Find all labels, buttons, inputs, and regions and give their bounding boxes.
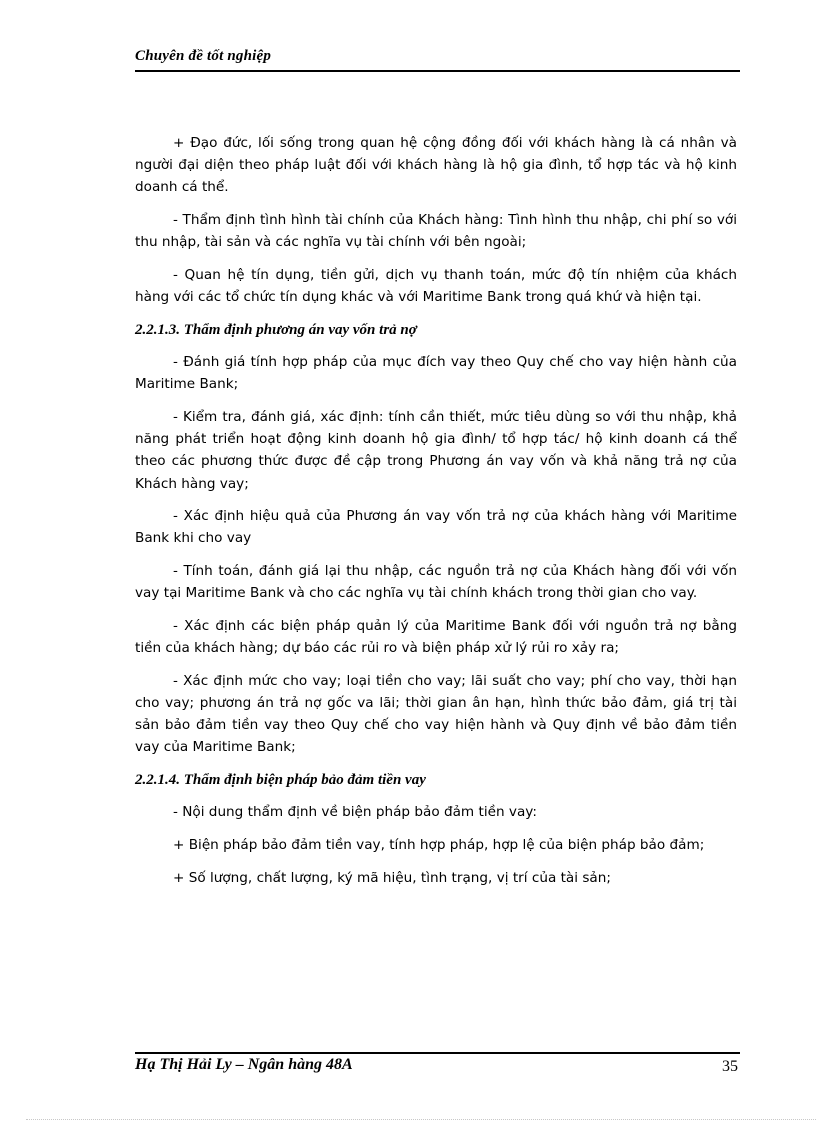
- paragraph: - Thẩm định tình hình tài chính của Khách hàng: Tình hình thu nhập, chi phí so với thu nhập, tài sản và các nghĩa vụ tài chính với bên ngoài;: [135, 212, 737, 251]
- section-heading: 2.2.1.3. Thẩm định phương án vay vốn trả nợ: [135, 321, 417, 338]
- paragraph: - Quan hệ tín dụng, tiền gửi, dịch vụ thanh toán, mức độ tín nhiệm của khách hàng với các tổ chức tín dụng khác và với Maritime Bank trong quá khứ và hiện tại.: [135, 266, 737, 305]
- paragraph: - Xác định mức cho vay; loại tiền cho vay; lãi suất cho vay; phí cho vay, thời hạn cho vay; phương án trả nợ gốc va lãi; thời gian ân hạn, hình thức bảo đảm, giá trị tài sản bảo đảm tiền vay theo Quy chế cho vay hiện hành và Quy định về bảo đảm tiền vay của Maritime Bank;: [135, 672, 737, 756]
- paragraph: + Biện pháp bảo đảm tiền vay, tính hợp pháp, hợp lệ của biện pháp bảo đảm;: [173, 836, 705, 853]
- paragraph: - Xác định hiệu quả của Phương án vay vốn trả nợ của khách hàng với Maritime Bank khi cho vay: [135, 508, 737, 547]
- page-number: 35: [722, 1058, 738, 1075]
- page-edge: [26, 1119, 816, 1120]
- footer-author: Hạ Thị Hải Ly – Ngân hàng 48A: [135, 1056, 353, 1073]
- header-title: Chuyên đề tốt nghiệp: [135, 48, 272, 64]
- paragraph: - Kiểm tra, đánh giá, xác định: tính cần thiết, mức tiêu dùng so với thu nhập, khả năng phát triển hoạt động kinh doanh hộ gia đình/ tổ hợp tác/ hộ kinh doanh cá thể theo các phương thức được đề cập trong Phương án vay vốn và khả năng trả nợ của Khách hàng vay;: [135, 408, 737, 492]
- paragraph: - Nội dung thẩm định về biện pháp bảo đảm tiền vay:: [173, 804, 537, 821]
- paragraph: - Xác định các biện pháp quản lý của Maritime Bank đối với nguồn trả nợ bằng tiền của khách hàng; dự báo các rủi ro và biện pháp xử lý rủi ro xảy ra;: [135, 617, 737, 656]
- footer-rule: [135, 1052, 740, 1054]
- paragraph: + Đạo đức, lối sống trong quan hệ cộng đồng đối với khách hàng là cá nhân và người đại diện theo pháp luật đối với khách hàng là hộ gia đình, tổ hợp tác và hộ kinh doanh cá thể.: [135, 135, 737, 196]
- header-rule: [135, 70, 740, 72]
- paragraph: - Đánh giá tính hợp pháp của mục đích vay theo Quy chế cho vay hiện hành của Maritime Bank;: [135, 354, 737, 393]
- document-body: [135, 132, 737, 899]
- section-heading: 2.2.1.4. Thẩm định biện pháp bảo đảm tiền vay: [135, 771, 426, 788]
- paragraph: - Tính toán, đánh giá lại thu nhập, các nguồn trả nợ của Khách hàng đối với vốn vay tại Maritime Bank và cho các nghĩa vụ tài chính khách trong thời gian cho vay.: [135, 562, 737, 602]
- paragraph: + Số lượng, chất lượng, ký mã hiệu, tình trạng, vị trí của tài sản;: [173, 869, 611, 886]
